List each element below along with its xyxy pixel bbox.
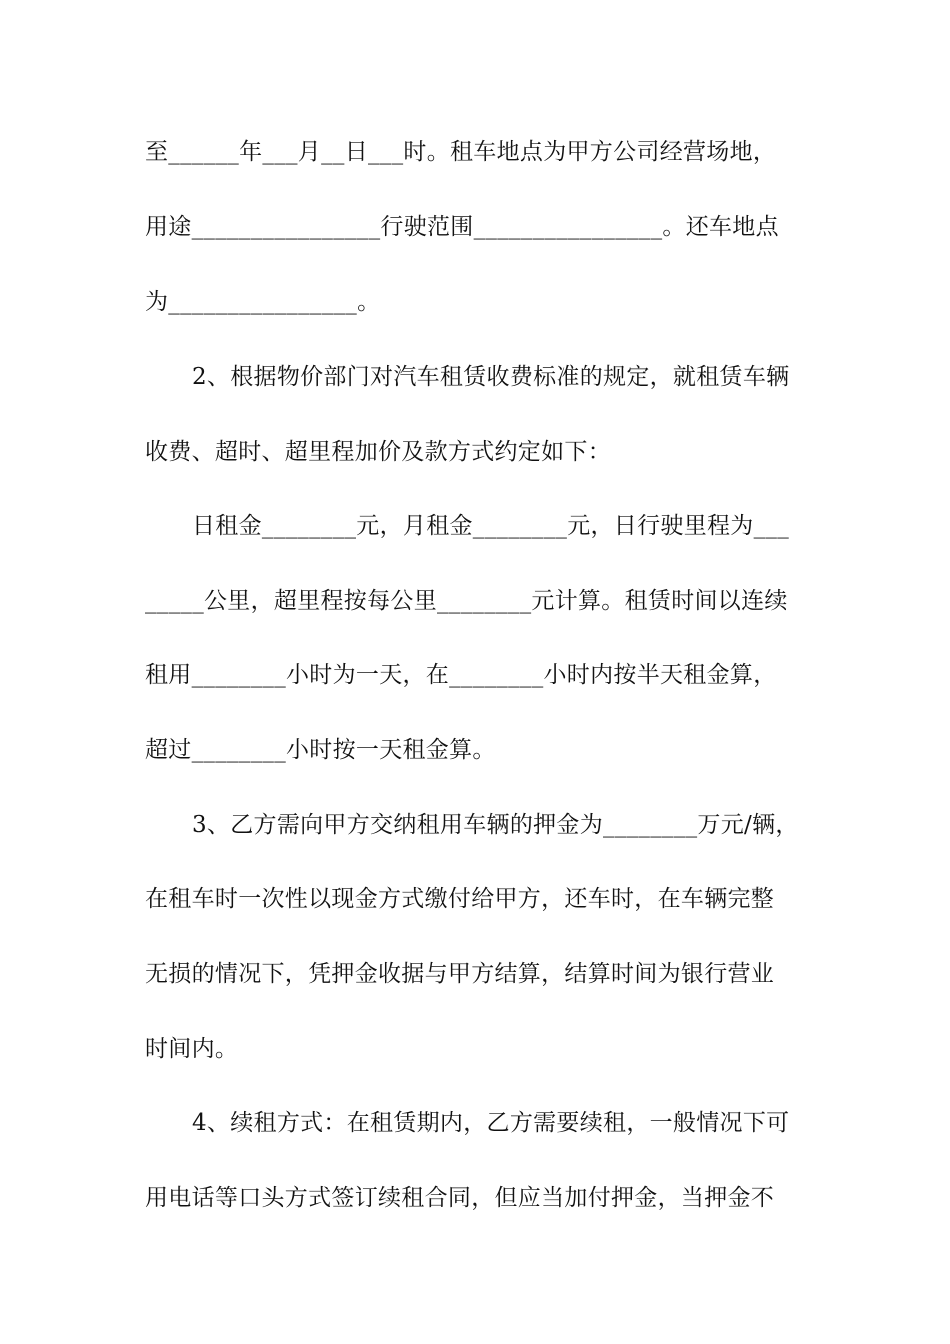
text-line-3: 为________________。	[145, 289, 381, 315]
text-line-5: 收费、超时、超里程加价及款方式约定如下：	[145, 439, 611, 465]
text-line-10: 3、乙方需向甲方交纳租用车辆的押金为________万元/辆，	[192, 812, 799, 838]
text-line-8: 租用________小时为一天，在________小时内按半天租金算，	[145, 662, 777, 688]
text-line-13: 时间内。	[145, 1036, 239, 1062]
text-line-9: 超过________小时按一天租金算。	[145, 737, 496, 763]
text-line-4: 2、根据物价部门对汽车租赁收费标准的规定，就租赁车辆	[192, 364, 790, 390]
text-line-7: _____公里，超里程按每公里________元计算。租赁时间以连续	[145, 588, 788, 614]
text-line-11: 在租车时一次性以现金方式缴付给甲方，还车时，在车辆完整	[145, 886, 775, 912]
text-line-1: 至______年___月__日___时。租车地点为甲方公司经营场地，	[145, 139, 777, 165]
text-line-12: 无损的情况下，凭押金收据与甲方结算，结算时间为银行营业	[145, 961, 775, 987]
text-line-6: 日租金________元，月租金________元，日行驶里程为___	[192, 513, 789, 539]
text-line-2: 用途________________行驶范围________________。还车地点	[145, 214, 779, 240]
text-line-14: 4、续租方式：在租赁期内，乙方需要续租，一般情况下可	[192, 1110, 790, 1136]
text-line-15: 用电话等口头方式签订续租合同，但应当加付押金，当押金不	[145, 1185, 775, 1211]
